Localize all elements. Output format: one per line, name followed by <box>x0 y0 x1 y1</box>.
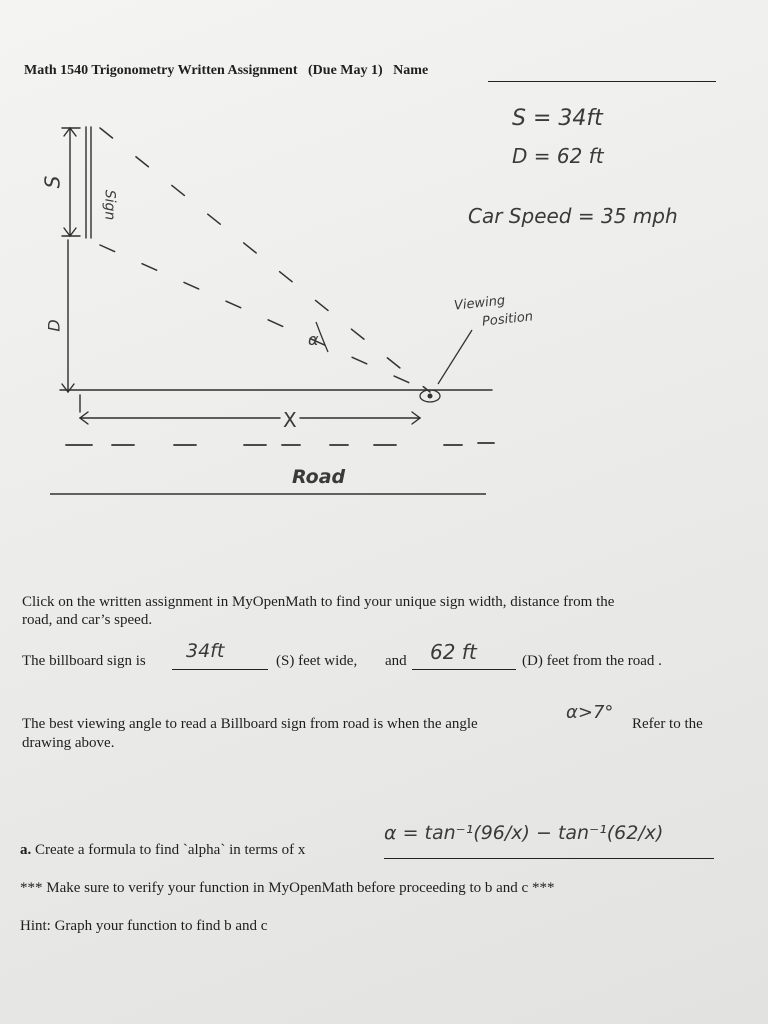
and-word: and <box>385 653 407 669</box>
hint-text: Hint: Graph your function to find b and c <box>20 918 268 934</box>
position-label: Position <box>481 309 534 330</box>
viewing-pointer-line <box>438 330 472 384</box>
lane-dashes <box>66 443 494 445</box>
road-label: Road <box>292 466 346 488</box>
viewing-label: Viewing <box>453 293 506 314</box>
sign-label: Sign <box>101 189 118 221</box>
part-a-prompt <box>20 842 305 859</box>
billboard-prefix: The billboard sign is <box>22 653 146 669</box>
instructions-line-2: road, and car’s speed. <box>22 612 153 628</box>
refer-text: Refer to the <box>632 716 703 732</box>
part-a-text: Create a formula to find `alpha` in terms of x <box>35 842 306 858</box>
distance-answer: 62 ft <box>430 640 477 664</box>
alpha-label: α <box>308 330 319 349</box>
note-sign-width: S = 34ft <box>512 106 603 131</box>
sign-width-answer: 34ft <box>186 640 225 662</box>
formula-answer: α = tan⁻¹(96/x) − tan⁻¹(62/x) <box>384 822 664 844</box>
s-suffix: (S) feet wide, <box>276 653 358 669</box>
part-a-label: a. <box>20 842 32 858</box>
name-label: Name <box>393 63 429 78</box>
note-distance: D = 62 ft <box>512 144 604 168</box>
instructions-line-1: Click on the written assignment in MyOpenMath to find your unique sign width, distance from the <box>22 594 615 610</box>
x-label: X <box>283 408 297 432</box>
s-label: S <box>40 175 65 189</box>
assignment-title: Math 1540 Trigonometry Written Assignment <box>24 63 298 78</box>
verify-note: *** Make sure to verify your function in MyOpenMath before proceeding to b and c *** <box>20 880 555 896</box>
d-label: D <box>44 319 64 332</box>
best-angle-line-1: The best viewing angle to read a Billboard sign from road is when the angle <box>22 716 478 732</box>
sight-line-top <box>100 128 430 392</box>
d-suffix: (D) feet from the road . <box>522 653 662 669</box>
best-angle-line-2: drawing above. <box>22 735 115 751</box>
due-date: (Due May 1) <box>308 63 383 78</box>
sight-line-bottom <box>100 245 430 392</box>
note-car-speed: Car Speed = 35 mph <box>468 204 678 228</box>
angle-answer: α>7° <box>566 702 614 723</box>
